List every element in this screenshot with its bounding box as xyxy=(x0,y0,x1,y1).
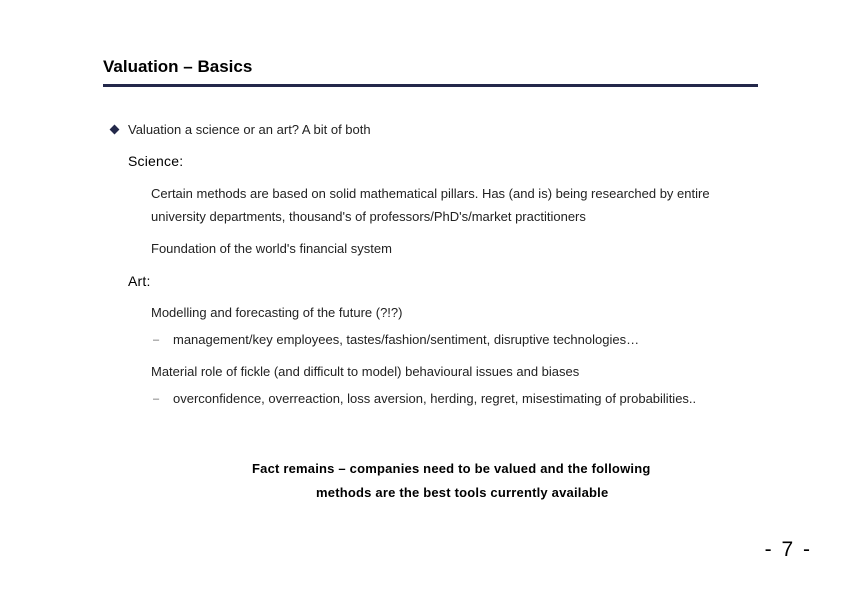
conclusion-line-2: methods are the best tools currently available xyxy=(316,485,609,500)
science-point-1-line-2: university departments, thousand's of professors/PhD's/market practitioners xyxy=(151,209,586,224)
intro-text: Valuation a science or an art? A bit of both xyxy=(128,122,371,137)
science-point-1-line-1: Certain methods are based on solid mathematical pillars. Has (and is) being researched by entire xyxy=(151,186,710,201)
slide-title: Valuation – Basics xyxy=(103,57,253,76)
art-point-2-sub: overconfidence, overreaction, loss aversion, herding, regret, misestimating of probabilities.. xyxy=(173,391,697,406)
conclusion-line-1: Fact remains – companies need to be valued and the following xyxy=(252,461,651,476)
science-heading: Science: xyxy=(128,153,184,169)
page-number: - 7 - xyxy=(764,538,812,561)
title-divider xyxy=(103,84,758,87)
art-point-1: Modelling and forecasting of the future (?!?) xyxy=(151,305,403,320)
science-point-2: Foundation of the world's financial system xyxy=(151,241,392,256)
dash-icon: – xyxy=(153,393,160,405)
art-heading: Art: xyxy=(128,273,151,289)
diamond-bullet-icon xyxy=(110,125,120,135)
art-point-1-sub: management/key employees, tastes/fashion/sentiment, disruptive technologies… xyxy=(173,332,640,347)
art-point-2: Material role of fickle (and difficult to model) behavioural issues and biases xyxy=(151,364,580,379)
dash-icon: – xyxy=(153,334,160,346)
